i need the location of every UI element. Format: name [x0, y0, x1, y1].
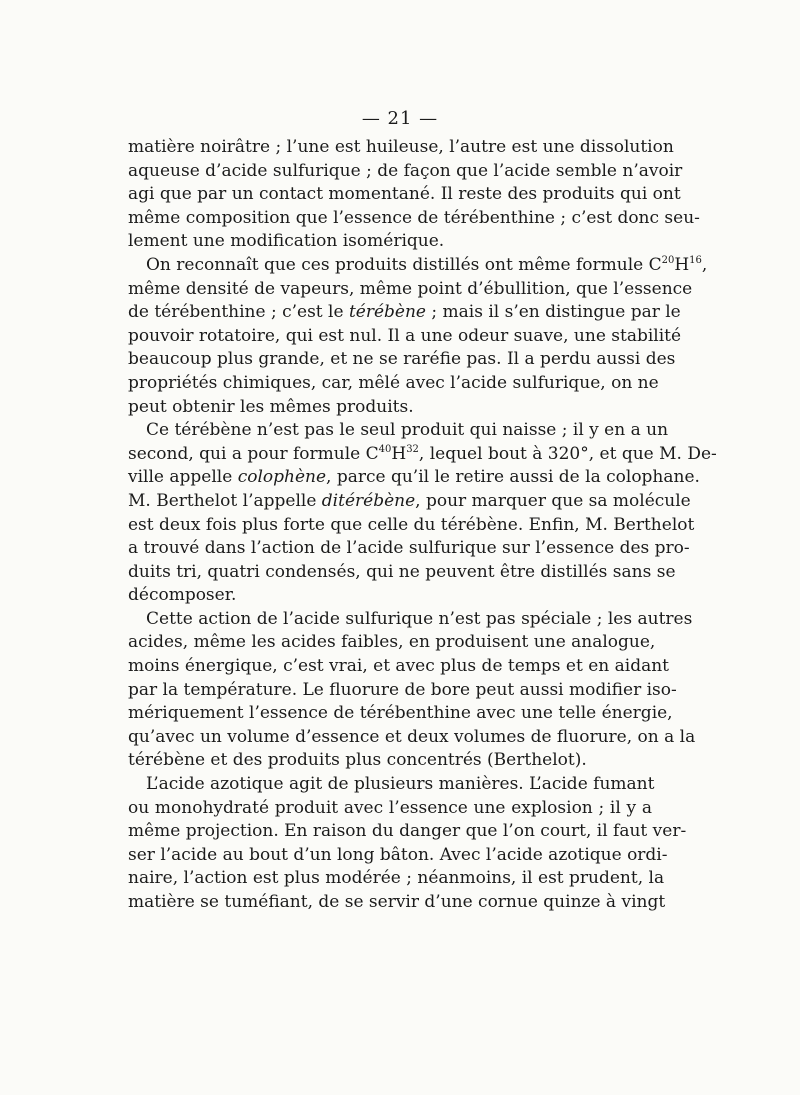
text-line: térébène et des produits plus concentrés (Berthelot).	[128, 750, 587, 771]
text-line: M. Berthelot l’appelle ditérébène, pour marquer que sa molécule	[128, 490, 691, 511]
body-text	[128, 136, 717, 915]
text-line: peut obtenir les mêmes produits.	[128, 396, 414, 417]
text-line: aqueuse d’acide sulfurique ; de façon que l’acide semble n’avoir	[128, 160, 683, 181]
text-line: même composition que l’essence de térébenthine ; c’est donc seu-	[128, 207, 700, 228]
text-line: moins énergique, c’est vrai, et avec plus de temps et en aidant	[128, 656, 670, 677]
text-line: a trouvé dans l’action de l’acide sulfurique sur l’essence des pro-	[128, 538, 690, 559]
paragraph	[128, 254, 708, 419]
text-line: beaucoup plus grande, et ne se raréfie pas. Il a perdu aussi des	[128, 349, 676, 370]
text-line: On reconnaît que ces produits distillés ont même formule $C^{20}H^{16}$,	[146, 254, 708, 275]
text-line: ville appelle colophène, parce qu’il le retire aussi de la colophane.	[128, 467, 700, 488]
text-line: pouvoir rotatoire, qui est nul. Il a une odeur suave, une stabilité	[128, 325, 682, 346]
text-line: duits tri, quatri condensés, qui ne peuvent être distillés sans se	[128, 561, 676, 582]
page-number: — 21 —	[361, 108, 439, 129]
text-line: qu’avec un volume d’essence et deux volumes de fluorure, on a la	[128, 726, 696, 747]
text-line: ou monohydraté produit avec l’essence une explosion ; il y a	[128, 797, 652, 818]
text-line: agi que par un contact momentané. Il reste des produits qui ont	[128, 184, 681, 205]
text-line: même densité de vapeurs, même point d’ébullition, que l’essence	[128, 278, 693, 299]
text-line: L’acide azotique agit de plusieurs manières. L’acide fumant	[146, 774, 655, 795]
text-line: second, qui a pour formule $C^{40}H^{32}$, lequel bout à 320°, et que M. De-	[128, 443, 717, 464]
text-line: par la température. Le fluorure de bore peut aussi modifier iso-	[128, 679, 677, 700]
text-line: mériquement l’essence de térébenthine avec une telle énergie,	[128, 703, 673, 724]
text-line: de térébenthine ; c’est le térébène ; mais il s’en distingue par le	[128, 302, 681, 323]
paragraph	[128, 608, 696, 773]
text-line: ser l’acide au bout d’un long bâton. Avec l’acide azotique ordi-	[128, 844, 668, 865]
text-line: propriétés chimiques, car, mêlé avec l’acide sulfurique, on ne	[128, 372, 659, 393]
text-line: acides, même les acides faibles, en produisent une analogue,	[128, 632, 656, 653]
text-line: matière se tuméfiant, de se servir d’une cornue quinze à vingt	[128, 892, 666, 912]
text-line: lement une modification isomérique.	[128, 231, 445, 252]
text-line: matière noirâtre ; l’une est huileuse, l’autre est une dissolution	[128, 137, 674, 157]
paragraph	[128, 419, 717, 608]
text-line: naire, l’action est plus modérée ; néanmoins, il est prudent, la	[128, 868, 665, 889]
text-line: est deux fois plus forte que celle du térébène. Enfin, M. Berthelot	[128, 514, 695, 535]
text-line: Ce térébène n’est pas le seul produit qui naisse ; il y en a un	[146, 420, 669, 441]
paragraph	[128, 773, 687, 915]
paragraph	[128, 136, 700, 254]
text-line: même projection. En raison du danger que l’on court, il faut ver-	[128, 821, 687, 842]
text-line: décomposer.	[128, 585, 237, 606]
text-line: Cette action de l’acide sulfurique n’est pas spéciale ; les autres	[146, 608, 693, 629]
